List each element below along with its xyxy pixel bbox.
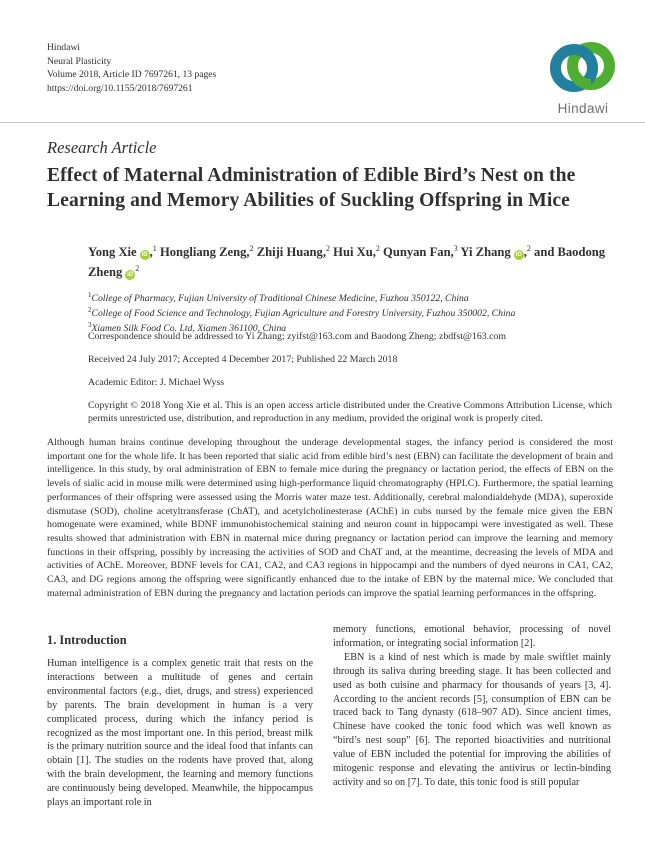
- author-name: Yong Xie: [88, 245, 137, 260]
- author-affiliation-superscript: 2: [249, 244, 254, 253]
- article-title: Effect of Maternal Administration of Edible Bird’s Nest on the Learning and Memory Abilities of Suckling Offspring in Mice: [47, 165, 576, 211]
- correspondence-line: [88, 331, 506, 342]
- author-name: Qunyan Fan: [383, 245, 451, 260]
- author-name: Hongliang Zeng: [159, 245, 247, 260]
- publisher-name: Hindawi: [47, 42, 81, 53]
- orcid-icon[interactable]: iD: [141, 252, 148, 259]
- correspondence-text: Correspondence should be addressed to Yi Zhang;: [88, 331, 288, 342]
- doi-link[interactable]: https://doi.org/10.1155/2018/7697261: [47, 82, 193, 94]
- hindawi-rings-icon: [544, 36, 622, 100]
- email-link-baodong-zheng[interactable]: zbdfst@163.com: [438, 331, 506, 342]
- section-heading-introduction: 1. Introduction: [47, 633, 127, 647]
- orcid-icon[interactable]: iD: [127, 271, 134, 278]
- journal-header: [47, 41, 216, 95]
- intro-right-column: [333, 623, 611, 790]
- body-paragraph: EBN is a kind of nest which is made by male swiftlet mainly through its saliva during breeding stage. It has been collected and used as both cuisine and pharmacy for thousands of years [3, 4]. According to the ancient records [5], consumption of EBN can be traced back to Tang dynasty (618–907 AD). Since ancient times, Chinese have cooked the tonic food which was well known as “bird’s nest soup” [6]. The reported bioactivities and nutritional value of EBN included the potential for improving the abilities of mitogenic response and elevating the antivirus or lectin-binding activity and so on [7]. To date, this tonic food is still popular: [333, 651, 611, 788]
- correspondence-text: and Baodong Zheng;: [351, 331, 439, 342]
- article-type-label: Research Article: [47, 138, 157, 157]
- author-name: Baodong Zheng: [88, 245, 606, 279]
- intro-left-column: [47, 657, 313, 810]
- author-name: Hui Xu: [333, 245, 373, 260]
- author-name: Zhiji Huang: [256, 245, 323, 260]
- academic-editor: Academic Editor: J. Michael Wyss: [88, 377, 225, 388]
- body-paragraph: Human intelligence is a complex genetic trait that rests on the interactions between a multitude of genes and certain environmental factors (e.g., diet, drugs, and stress) experienced by parents. The brain development in human is a very complicated process, during which the infancy period is recognized as the most important one. In this period, breast milk is the primary nutrition source and the ideal food that infants can obtain [1]. The studies on the rodents have proved that, along with the brain development, the learning and memory functions are continuously being developed. Meanwhile, the hippocampus plays an important role in: [47, 658, 313, 809]
- copyright-notice: Copyright © 2018 Yong Xie et al. This is an open access article distributed under the Creative Commons Attribution License, which permits unrestricted use, distribution, and reproduction in any medium, provided the original work is properly cited.: [88, 400, 612, 425]
- author-affiliation-superscript: 1: [152, 244, 157, 253]
- body-paragraph: memory functions, emotional behavior, processing of novel information, or integrating social information [2].: [333, 624, 611, 649]
- header-divider: [0, 122, 645, 123]
- author-affiliation-superscript: 2: [375, 244, 380, 253]
- affiliation-list: [88, 290, 515, 335]
- abstract: Although human brains continue developing throughout the underage developmental stages, the infancy period is considered the most important one for the whole life. It has been reported that sialic acid from edible bird’s nest (EBN) can facilitate the development of brain and intelligence. In this study, by oral administration of EBN to female mice during the pregnancy or lactation period, the effects of EBN on the levels of sialic acid in mouse milk were determined using high-performance liquid chromatography (HPLC). Furthermore, the spatial learning performances of their offspring were assessed using the Morris water maze test. Additionally, cerebral malondialdehyde (MDA), superoxide dismutase (SOD), choline acetyltransferase (ChAT), and acetylcholinesterase (AChE) in cubs nursed by the female mice given the EBN homogenate were examined, while BDNF immunohistochemical staining and neuron count in hippocampi were investigated as well. These results showed that administration with EBN in maternal mice during pregnancy or lactation period can improve the learning and memory functions in their offspring, possibly by increasing the activities of SOD and ChAT and, at the meantime, decreasing the levels of MDA and activities of AChE. Moreover, BDNF levels for CA1, CA2, and CA3 regions in hippocampi and the numbers of dyed neurons in CA1, CA2, CA3, and DG regions among the offspring were significantly enhanced due to the intake of EBN by the maternal mice. We concluded that maternal administration of EBN during the pregnancy and lactation periods can improve the spatial learning performances in the offspring.: [47, 437, 613, 599]
- hindawi-logo: [543, 36, 623, 116]
- orcid-icon[interactable]: iD: [515, 252, 522, 259]
- hindawi-logo-text: Hindawi: [557, 101, 609, 116]
- volume-line: Volume 2018, Article ID 7697261, 13 pages: [47, 69, 217, 81]
- email-link-yi-zhang[interactable]: zyifst@163.com: [287, 331, 352, 342]
- author-affiliation-superscript: 2: [526, 244, 531, 253]
- author-name: Yi Zhang: [460, 245, 511, 260]
- affiliation: $^2$College of Food Science and Technology, Fujian Agriculture and Forestry University, Fuzhou 350002, China: [88, 306, 516, 320]
- journal-name: Neural Plasticity: [47, 55, 112, 67]
- author-affiliation-superscript: 2: [326, 244, 331, 253]
- article-history: Received 24 July 2017; Accepted 4 December 2017; Published 22 March 2018: [88, 354, 398, 365]
- author-affiliation-superscript: 2: [135, 263, 140, 273]
- author-affiliation-superscript: 3: [453, 244, 458, 253]
- affiliation: $^1$College of Pharmacy, Fujian University of Traditional Chinese Medicine, Fuzhou 350122, China: [88, 291, 469, 305]
- affiliation: $^3$Xiamen Silk Food Co. Ltd, Xiamen 361100, China: [88, 321, 287, 335]
- author-list: Yong Xie iD ,$^1$ Hongliang Zeng,$^2$ Zhiji Huang,$^2$ Hui Xu,$^2$ Qunyan Fan,$^3$ Yi Zhang iD ,$^2$ and Baodong Zheng $iD^2$: [88, 244, 606, 279]
